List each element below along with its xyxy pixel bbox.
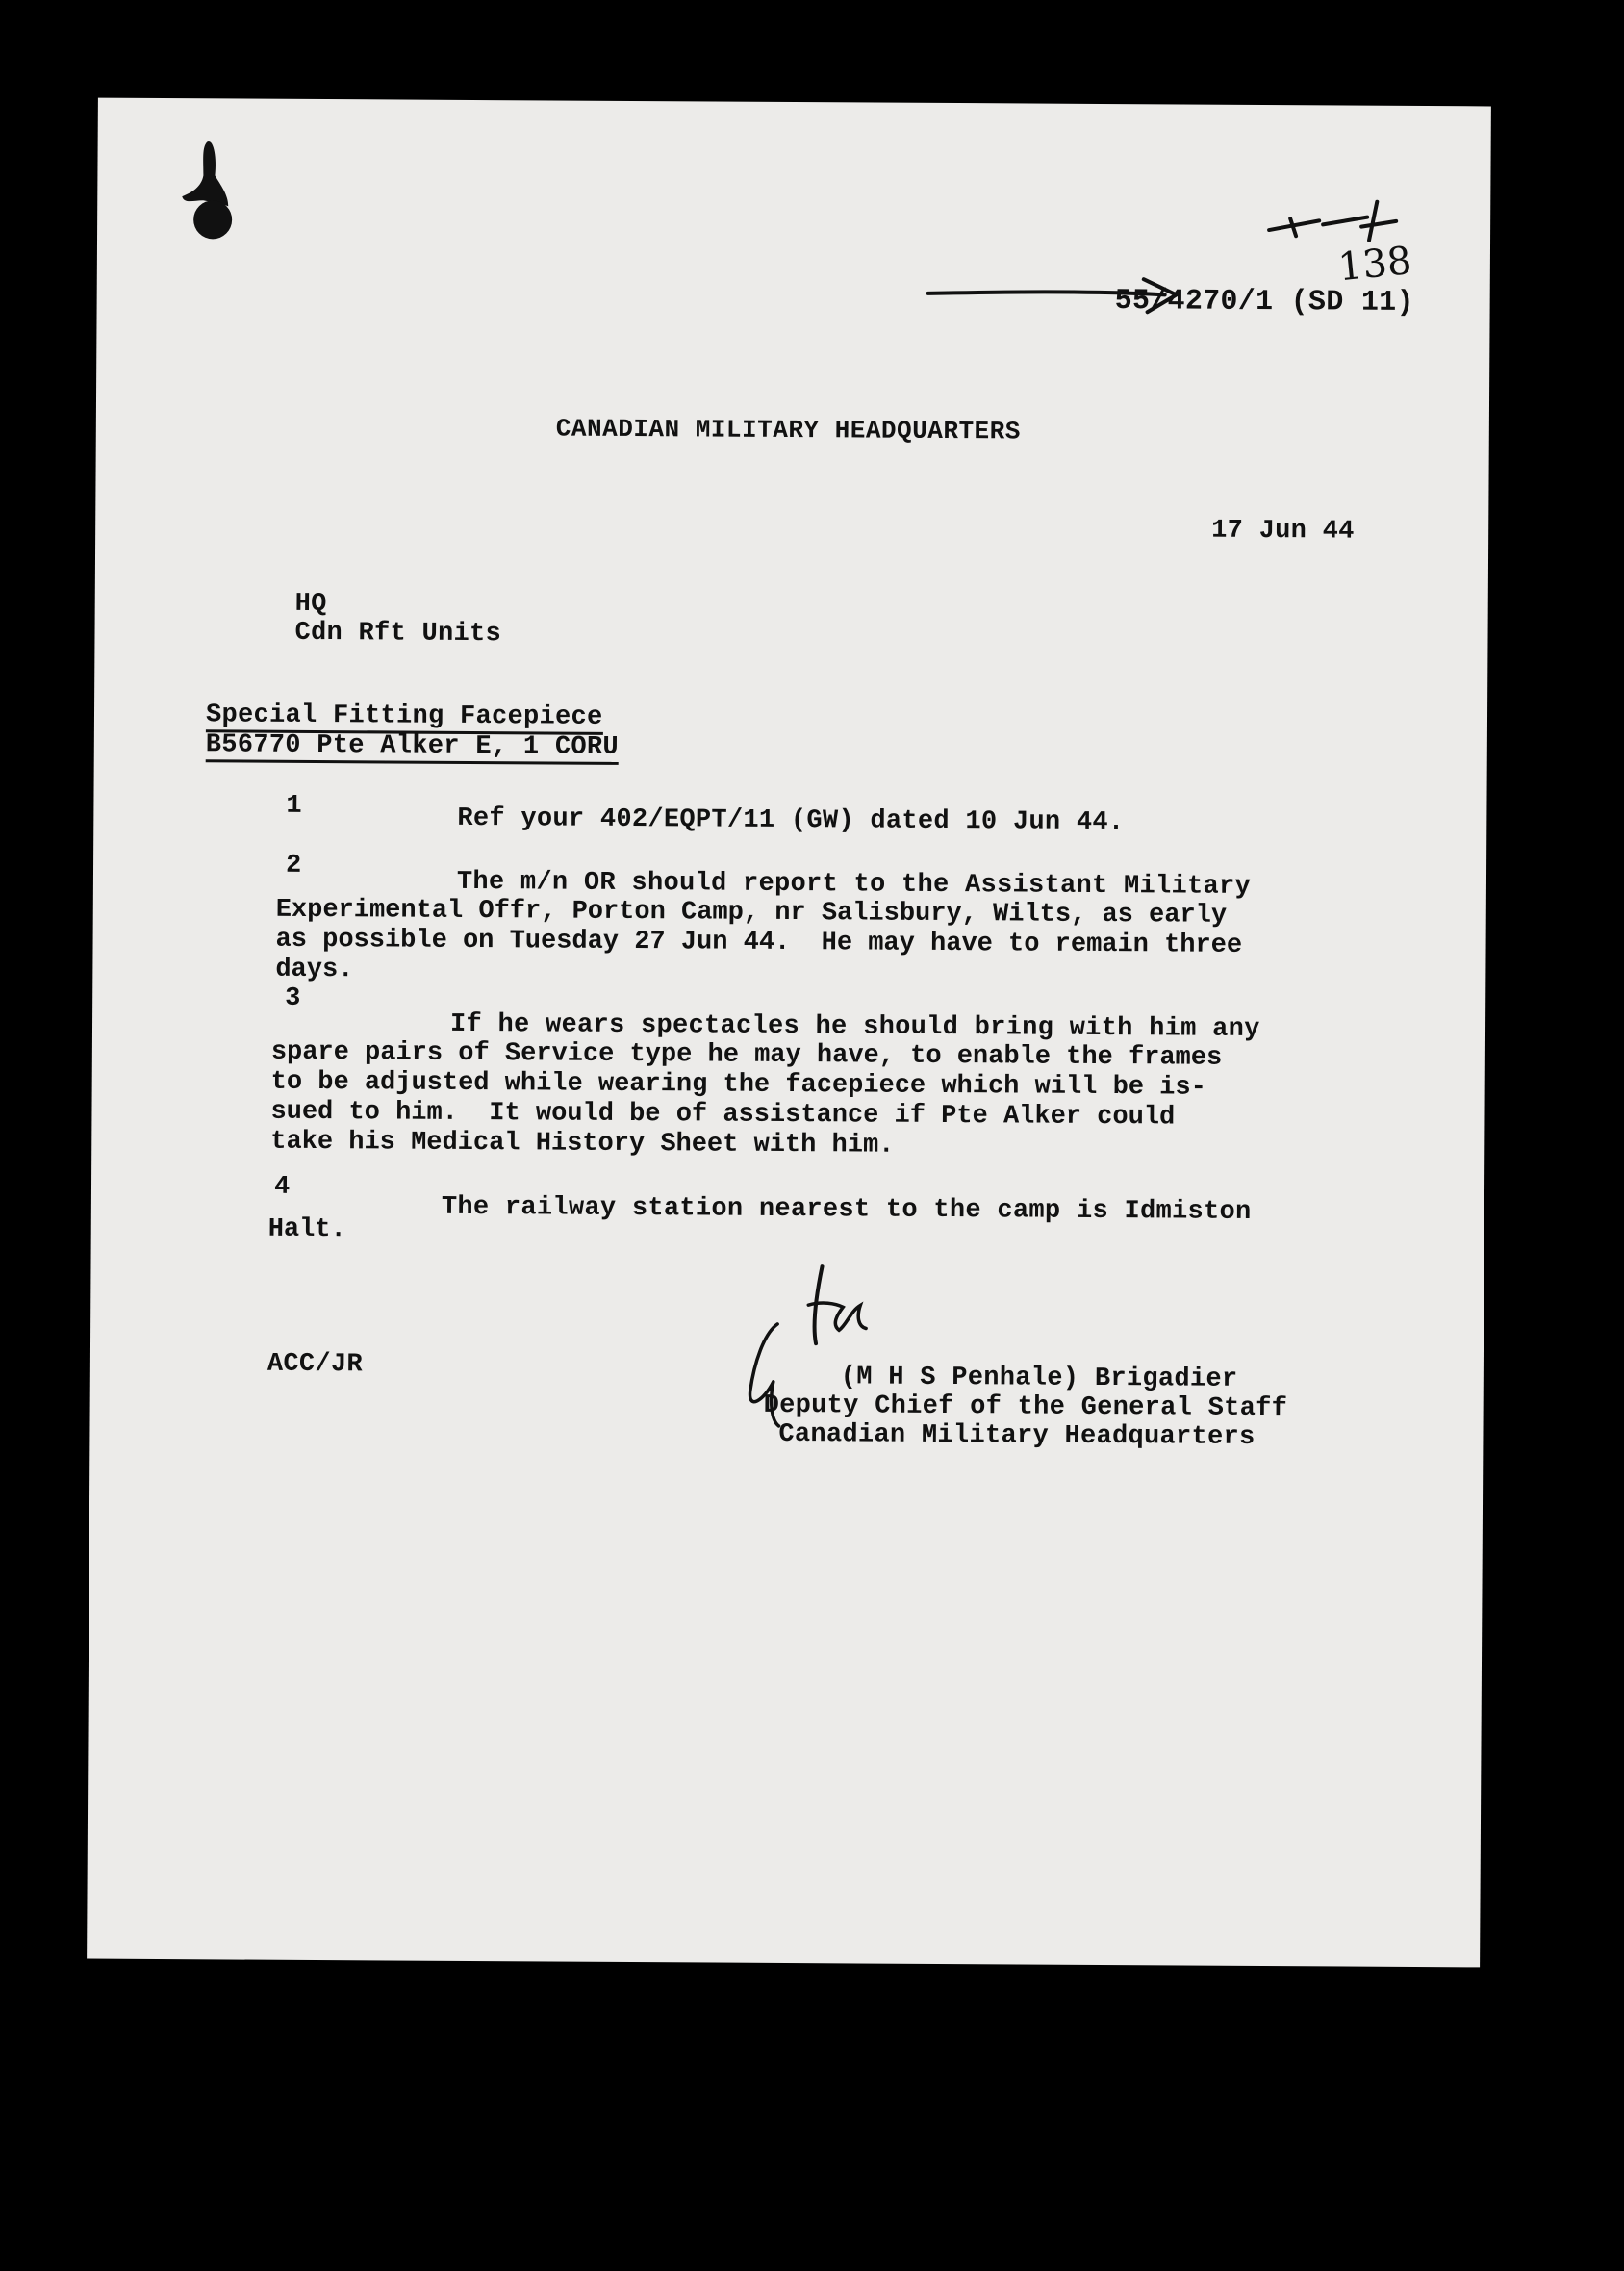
addressee-line-1: HQ [294,589,327,620]
signatory-name-rank: (M H S Penhale) Brigadier [840,1363,1238,1394]
paragraph-body: Halt. [267,1214,346,1245]
paragraph-number: 1 [286,791,303,821]
file-reference: 55/4270/1 (SD 11) [1114,285,1414,319]
paragraph-number: 4 [273,1172,291,1202]
signatory-organization: Canadian Military Headquarters [778,1419,1256,1452]
addressee-line-2: Cdn Rft Units [294,618,502,650]
reference-initials: ACC/JR [266,1349,364,1380]
paragraph-first-line: Ref your 402/EQPT/11 (GW) dated 10 Jun 44. [457,804,1125,838]
paragraph-number: 3 [285,983,301,1013]
handwritten-page-number: 138 [1335,239,1414,291]
subject-line-1: Special Fitting Facepiece [206,701,603,735]
paragraph-first-line: If he wears spectacles he should bring with him any [449,1009,1260,1044]
paragraph-first-line: The m/n OR should report to the Assistant Military [456,867,1252,902]
document-page [87,98,1491,1968]
subject-line-2: B56770 Pte Alker E, 1 CORU [206,730,619,765]
paragraph-body: spare pairs of Service type he may have, to enable the frames to be adjusted while wearing the facepiece which will be is- sued to him. It would be of assistance if Pte Alker could take his Medical History Sheet with him. [270,1037,1223,1161]
letterhead-title: CANADIAN MILITARY HEADQUARTERS [555,414,1021,447]
paragraph-first-line: The railway station nearest to the camp is Idmiston [441,1192,1252,1227]
paragraph-number: 2 [285,851,302,880]
signatory-title: Deputy Chief of the General Staff [763,1391,1288,1424]
ink-blot-mark [174,137,262,253]
letter-date: 17 Jun 44 [1211,516,1355,547]
paragraph-body: Experimental Offr, Porton Camp, nr Salisbury, Wilts, as early as possible on Tuesday 27 Jun 44. He may have to remain three days. [275,895,1243,985]
